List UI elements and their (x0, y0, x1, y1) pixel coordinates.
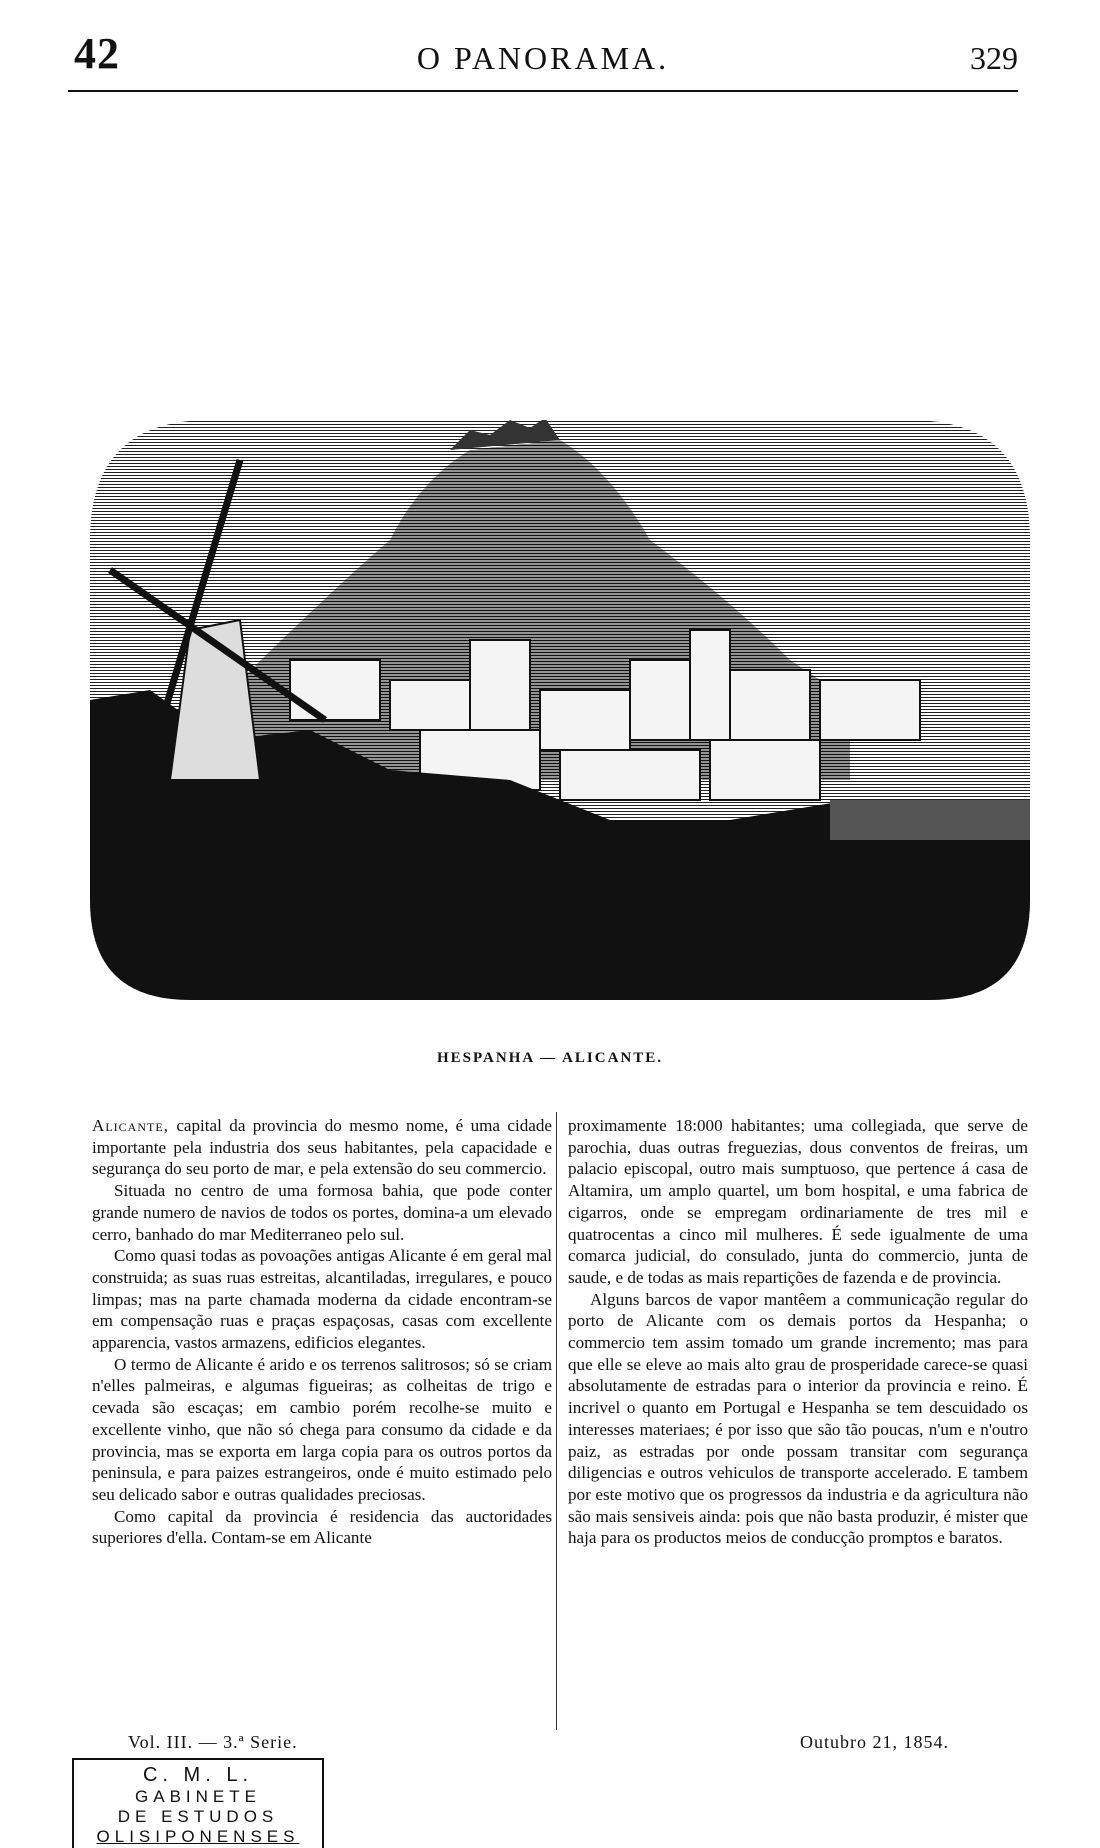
article-paragraph: proximamente 18:000 habitantes; uma collegiada, que serve de parochia, duas outras freguezias, dous conventos de freiras, um palacio episcopal, outro mais sumptuoso, que pertence á casa de Altamira, um amplo quartel, um bom hospital, e uma fabrica de cigarros, onde se empregam ordinariamente de tres mil e quatrocentas a cinco mil mulheres. É sede igualmente de uma comarca judicial, do consulado, junta do commercio, junta de saude, e de todas as mais repartições de fazenda e de provincia. (568, 1116, 1028, 1287)
article-paragraph: Alguns barcos de vapor mantêem a communicação regular do porto de Alicante com os demais portos da Hespanha; o commercio tem assim tomado um grande incremento; mas para que elle se eleve ao mais alto grau de prosperidade carece-se quasi absolutamente de estradas para o interior da provincia e reino. É incrivel o quanto em Portugal e Hespanha se tem descuidado os interesses materiaes; é por isso que são tão poucas, n'um e n'outro paiz, as estradas por onde possam transitar com segurança diligencias e outros vehiculos de transporte accelerado. E tambem por este motivo que os progressos da industria e da agricultura não são mais sensiveis ainda: pois que não basta produzir, é mister que haja para os productos meios de conducção promptos e baratos. (568, 1289, 1028, 1548)
volume-footer: Vol. III. — 3.ª Serie. (128, 1732, 298, 1752)
column-divider (556, 1112, 557, 1730)
article-paragraph (92, 1115, 552, 1180)
header-rule (68, 90, 1018, 92)
stamp-line: GABINETE (135, 1787, 261, 1806)
article-paragraph: Como capital da provincia é residencia das auctoridades superiores d'ella. Contam-se em Alicante (92, 1506, 552, 1548)
date-footer: Outubro 21, 1854. (800, 1732, 949, 1752)
paragraph-text: capital da provincia do mesmo nome, é uma cidade importante pela industria dos seus habitantes, pela capacidade e segurança do seu porto de mar, e pela extensão do seu commercio. (92, 1116, 552, 1179)
page-header (68, 28, 1018, 82)
article-paragraph: Como quasi todas as povoações antigas Alicante é em geral mal construida; as suas ruas estreitas, alcantiladas, irregulares, e pouco limpas; mas na parte chamada moderna da cidade encontram-se em compensação ruas e praças espaçosas, casas com excellente apparencia, vastos armazens, edificios elegantes. (92, 1246, 552, 1353)
page-number-right: 329 (970, 40, 1018, 76)
journal-title: O PANORAMA. (416, 40, 670, 76)
lead-word: Alicante, (92, 1116, 169, 1135)
article-paragraph: Situada no centro de uma formosa bahia, que pode conter grande numero de navios de todos os portes, domina-a um elevado cerro, banhado do mar Mediterraneo pelo sul. (92, 1181, 552, 1244)
library-stamp (72, 1758, 324, 1848)
engraving-illustration (90, 300, 1030, 1000)
article-column-right (568, 1115, 1028, 1723)
wall (830, 800, 1030, 840)
page-number-left: 42 (74, 29, 120, 78)
article-paragraph: O termo de Alicante é arido e os terrenos salitrosos; só se criam n'elles palmeiras, e algumas figueiras; as colheitas de trigo e cevada são escaças; em cambio porém recolhe-se muito e excellente vinho, que não só chega para consumo da cidade e da provincia, mas se exporta em larga copia para os outros portos da peninsula, e para paizes estrangeiros, onde é muito estimado pelo seu delicado sabor e outras qualidades preciosas. (92, 1354, 552, 1504)
stamp-line: OLISIPONENSES (96, 1827, 300, 1846)
stamp-line: C. M. L. (142, 1764, 253, 1786)
article-column-left (92, 1115, 552, 1723)
illustration-caption: HESPANHA — ALICANTE. (436, 1050, 663, 1066)
stamp-line: DE ESTUDOS (117, 1807, 279, 1826)
